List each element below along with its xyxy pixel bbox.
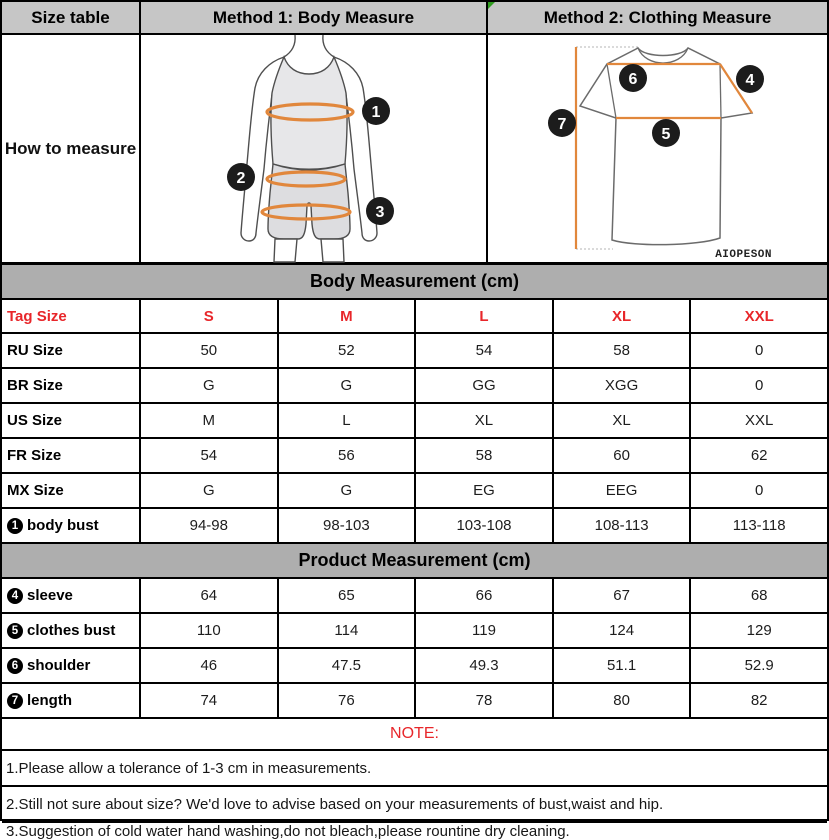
body-measurement-title: Body Measurement (cm) <box>309 271 520 291</box>
table-row-clothes-bust <box>2 614 827 649</box>
marker-3 <box>366 197 394 225</box>
row-label: FR Size <box>2 439 141 472</box>
table-row-sleeve <box>2 579 827 614</box>
cell-value: G <box>279 369 417 402</box>
cell-value: 0 <box>755 377 764 394</box>
cell-value: 119 <box>416 614 554 647</box>
table-row-br-size <box>2 369 827 404</box>
marker-7 <box>548 109 576 137</box>
marker-4 <box>736 65 764 93</box>
tank-top <box>271 57 347 169</box>
cell-value: 52.9 <box>744 657 774 674</box>
tag-size-row <box>2 300 827 334</box>
marker-5-badge: 5 <box>7 623 23 639</box>
cell-value: 114 <box>279 614 417 647</box>
cell-value: 64 <box>141 579 279 612</box>
cell-value: 60 <box>554 439 692 472</box>
top-header-row <box>2 2 827 35</box>
cell-value: 62 <box>750 447 768 464</box>
tag-size-s: S <box>141 300 279 332</box>
cell-value: 68 <box>750 587 768 604</box>
cell-value: EG <box>416 474 554 507</box>
illustration-row <box>2 35 827 265</box>
note-row-1 <box>2 751 827 787</box>
header-size-table-label: Size table <box>31 7 110 27</box>
cell-value: XL <box>554 404 692 437</box>
marker-7-badge: 7 <box>7 693 23 709</box>
cell-value: 74 <box>141 684 279 717</box>
cell-value: 54 <box>416 334 554 367</box>
row-label: 4 sleeve <box>2 579 141 612</box>
table-row-ru-size <box>2 334 827 369</box>
marker-1-badge: 1 <box>7 518 23 534</box>
svg-text:6: 6 <box>628 70 638 88</box>
tag-size-xxl: XXL <box>744 307 774 325</box>
clothing-measure-illustration <box>488 35 827 262</box>
cell-value: 52 <box>279 334 417 367</box>
cell-value: 58 <box>416 439 554 472</box>
how-to-measure-cell <box>2 35 141 262</box>
body-measurement-band <box>2 265 827 300</box>
header-size-table <box>2 2 141 33</box>
tag-size-xl: XL <box>554 300 692 332</box>
svg-text:4: 4 <box>745 71 755 89</box>
marker-6 <box>619 64 647 92</box>
cell-value: G <box>141 369 279 402</box>
cell-value: 110 <box>141 614 279 647</box>
row-label: BR Size <box>2 369 141 402</box>
cell-value: 94-98 <box>141 509 279 542</box>
note-title: NOTE: <box>390 725 439 742</box>
table-row-length <box>2 684 827 719</box>
svg-text:7: 7 <box>557 115 567 133</box>
cell-value: 108-113 <box>554 509 692 542</box>
cell-value: 78 <box>416 684 554 717</box>
marker-1 <box>362 97 390 125</box>
cell-value: XGG <box>554 369 692 402</box>
cell-value: 66 <box>416 579 554 612</box>
note-text-3: 3.Suggestion of cold water hand washing,do not bleach,please rountine dry cleaning. <box>6 823 570 840</box>
cell-comment-flag-icon <box>488 2 495 9</box>
cell-value: GG <box>416 369 554 402</box>
cell-value: 80 <box>554 684 692 717</box>
cell-value: G <box>141 474 279 507</box>
row-label: RU Size <box>2 334 141 367</box>
svg-text:2: 2 <box>236 169 246 187</box>
cell-value: G <box>279 474 417 507</box>
tshirt-illustration <box>488 35 825 262</box>
row-label: MX Size <box>2 474 141 507</box>
cell-value: 58 <box>554 334 692 367</box>
svg-text:1: 1 <box>371 103 381 121</box>
header-method2 <box>488 2 827 33</box>
cell-value: 51.1 <box>554 649 692 682</box>
svg-text:5: 5 <box>661 125 671 143</box>
cell-value: 54 <box>141 439 279 472</box>
note-title-row <box>2 719 827 751</box>
note-text-2: 2.Still not sure about size? We'd love to advise based on your measurements of bust,waist and hip. <box>6 795 664 813</box>
cell-value: 56 <box>279 439 417 472</box>
note-text-1: 1.Please allow a tolerance of 1-3 cm in measurements. <box>6 759 372 777</box>
cell-value: 47.5 <box>279 649 417 682</box>
table-row-shoulder <box>2 649 827 684</box>
cell-value: 67 <box>554 579 692 612</box>
body-figure-illustration <box>141 35 486 262</box>
table-row-mx-size <box>2 474 827 509</box>
header-method1 <box>141 2 488 33</box>
cell-value: XXL <box>744 412 774 429</box>
tag-size-m: M <box>279 300 417 332</box>
cell-value: 0 <box>755 482 764 499</box>
tag-size-label-cell: Tag Size <box>2 300 141 332</box>
note-row-3 <box>2 823 827 840</box>
note-row-2 <box>2 787 827 823</box>
row-label: 7 length <box>2 684 141 717</box>
marker-6-badge: 6 <box>7 658 23 674</box>
product-measurement-band <box>2 544 827 579</box>
header-method1-label: Method 1: Body Measure <box>212 7 415 27</box>
cell-value: 113-118 <box>732 517 786 534</box>
cell-value: M <box>141 404 279 437</box>
cell-value: 46 <box>141 649 279 682</box>
row-label: 5 clothes bust <box>2 614 141 647</box>
row-label: 1 body bust <box>2 509 141 542</box>
marker-2 <box>227 163 255 191</box>
row-label: US Size <box>2 404 141 437</box>
tag-size-l: L <box>416 300 554 332</box>
cell-value: L <box>279 404 417 437</box>
table-row-fr-size <box>2 439 827 474</box>
svg-text:3: 3 <box>375 203 385 221</box>
cell-value: 50 <box>141 334 279 367</box>
cell-value: 82 <box>750 692 768 709</box>
cell-value: XL <box>416 404 554 437</box>
cell-value: 49.3 <box>416 649 554 682</box>
row-label: 6 shoulder <box>2 649 141 682</box>
cell-value: 129 <box>746 622 772 639</box>
cell-value: 76 <box>279 684 417 717</box>
table-row-body-bust <box>2 509 827 544</box>
brand-text: AIOPESON <box>715 249 772 261</box>
body-measure-illustration <box>141 35 488 262</box>
product-measurement-title: Product Measurement (cm) <box>298 550 531 570</box>
cell-value: 103-108 <box>416 509 554 542</box>
cell-value: 65 <box>279 579 417 612</box>
table-row-us-size <box>2 404 827 439</box>
cell-value: EEG <box>554 474 692 507</box>
cell-value: 0 <box>755 342 764 359</box>
header-method2-label: Method 2: Clothing Measure <box>543 7 772 27</box>
marker-5 <box>652 119 680 147</box>
cell-value: 124 <box>554 614 692 647</box>
cell-value: 98-103 <box>279 509 417 542</box>
how-to-measure-label: How to measure <box>4 138 137 158</box>
marker-4-badge: 4 <box>7 588 23 604</box>
